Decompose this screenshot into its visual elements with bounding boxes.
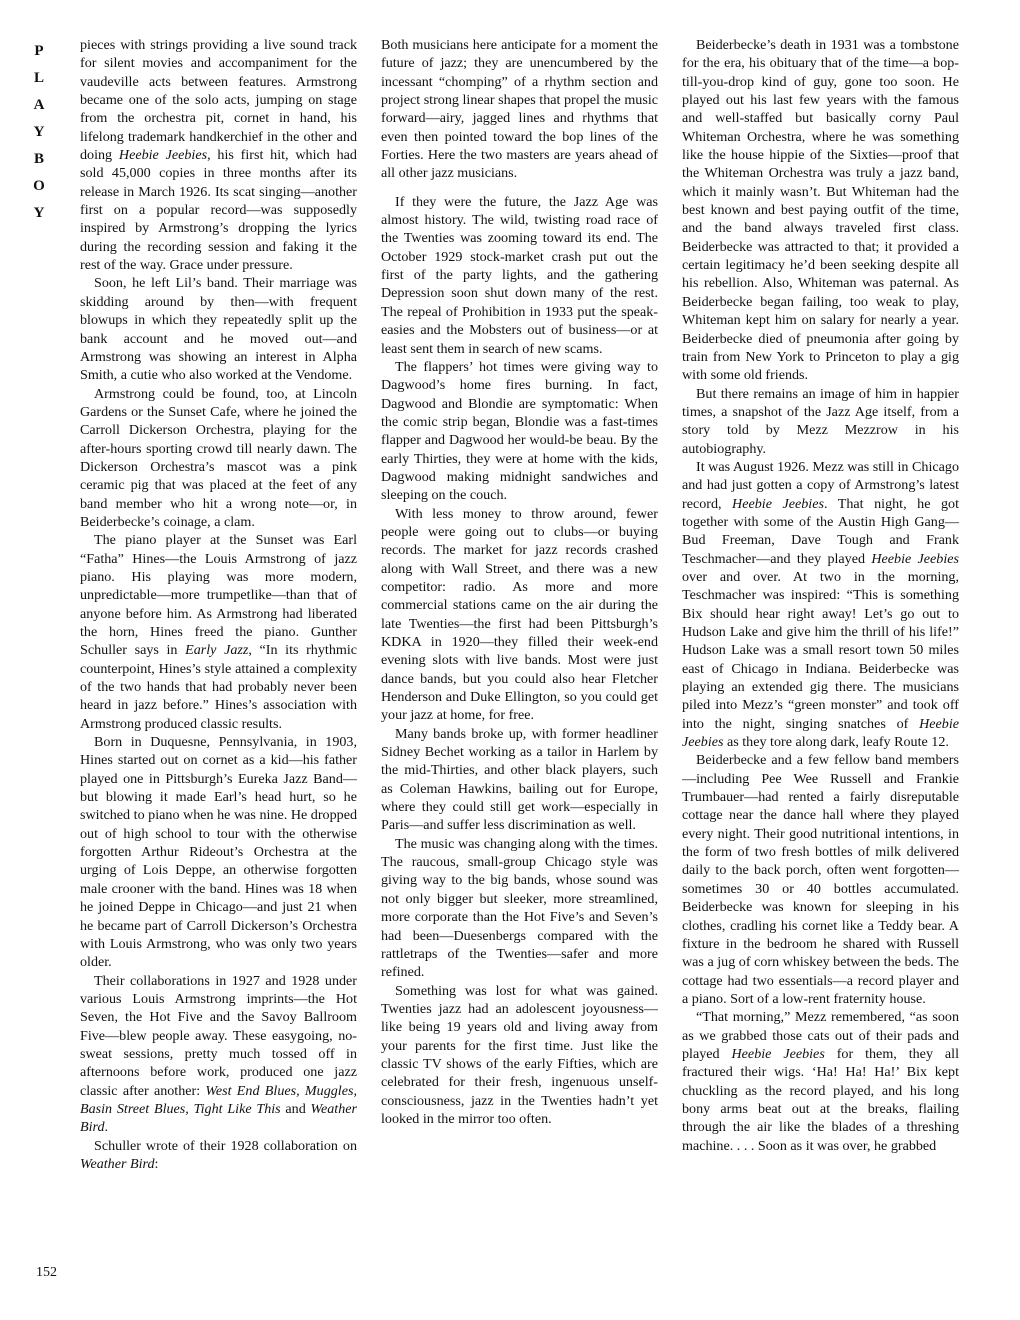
block-quote: Both musicians here anticipate for a moment the future of jazz; they are unencumbered by the incessant “chomping” of a rhythm section and project strong linear shapes that propel the music forward—airy, jagged lines and rhythms that even then pointed toward the bop lines of the Forties. Here the two masters are years ahead of all other jazz musicians. xyxy=(381,37,658,182)
article-body xyxy=(80,36,960,1173)
article-paragraph: Soon, he left Lil’s band. Their marriage was skidding around by then—with frequent blowups in which they repeatedly split up the bank account and he moved out—and Armstrong was showing an interest in Alpha Smith, a cutie who also worked at the Vendome. xyxy=(80,275,357,384)
page-number: 152 xyxy=(36,1265,57,1280)
article-paragraph: Armstrong could be found, too, at Lincoln Gardens or the Sunset Cafe, where he joined the Carroll Dickerson Orchestra, playing for the after-hours sporting crowd till nearly dawn. The Dickerson Orchestra’s mascot was a pink ceramic pig that was placed at the feet of any band member who hit a wrong note—or, in Beiderbecke’s coinage, a clam. xyxy=(80,385,357,530)
article-paragraph: With less money to throw around, fewer people were going out to clubs—or buying records. The market for jazz records crashed along with Wall Street, and there was a new competitor: radio. As more and more commercial stations came on the air during the late Twenties—the first had been Pittsburgh’s KDKA in 1920—they filled their week-end evening slots with live bands. Most were just dance bands, but you could also hear Fletcher Henderson and Duke Ellington, so you could get your jazz at home, for free. xyxy=(381,505,658,724)
article-paragraph: “That morning,” Mezz remembered, “as soon as we grabbed those cats out of their pads and played Heebie Jeebies for them, they all fractured their wigs. ‘Ha! Ha! Ha!’ Bix kept chuckling as the record played, and his long bony arms beat out at the breaks, flailing through the air like the blades of a threshing machine. . . . Soon as it was over, he grabbed xyxy=(682,1009,959,1154)
column-2 xyxy=(381,36,658,1173)
article-paragraph: But there remains an image of him in happier times, a snapshot of the Jazz Age itself, from a story told by Mezz Mezzrow in his autobiography. xyxy=(682,385,959,457)
article-paragraph: The music was changing along with the times. The raucous, small-group Chicago style was giving way to the big bands, whose sound was not only bigger but sleeker, more streamlined, more corporate than the Hot Five’s and Seven’s had been—Duesenbergs compared with the rattletraps of the Twenties—safer and more refined. xyxy=(381,835,658,981)
magazine-name-letter: O xyxy=(33,178,45,194)
magazine-name-vertical xyxy=(30,38,48,227)
magazine-name-letter: P xyxy=(34,43,44,59)
magazine-name-letter: Y xyxy=(33,124,45,140)
magazine-name-letter: B xyxy=(33,151,44,167)
article-paragraph: The flappers’ hot times were giving way to Dagwood’s home fires burning. In fact, Dagwood and Blondie are symptomatic: When the comic strip began, Blondie was a fast-times flapper and Dagwood her would-be beau. By the early Thirties, they were at home with the kids, Dagwood making midnight sandwiches and sleeping on the couch. xyxy=(381,358,658,504)
magazine-name-letter: A xyxy=(33,97,45,113)
article-paragraph: Beiderbecke’s death in 1931 was a tombstone for the era, his obituary that of the time—a bop-till-you-drop kind of guy, gone too soon. He played out his last few years with the famous and well-staffed but basically corny Paul Whiteman Orchestra, where he was something like the house hippie of the Sixties—proof that the Whiteman Orchestra was truly a jazz band, which it mainly wasn’t. But Whiteman had the best known and best paying outfit of the time, and the band always traveled first class. Beiderbecke was attracted to that; it provided a certain legitimacy he’d been seeking despite all his rebellion. Also, Whiteman was paternal. As Beiderbecke began failing, too weak to play, Whiteman kept him on salary for nearly a year. Beiderbecke died of pneumonia after going by train from New York to Princeton to play a gig with some old friends. xyxy=(682,37,959,384)
article-paragraph: Their collaborations in 1927 and 1928 under various Louis Armstrong imprints—the Hot Seven, the Hot Five and the Savoy Ballroom Five—blew people away. These easygoing, no-sweat sessions, pretty much tossed off in afternoons before work, produced one jazz classic after another: West End Blues, Muggles, Basin Street Blues, Tight Like This and Weather Bird. xyxy=(80,972,357,1136)
magazine-name-letter: L xyxy=(33,70,44,86)
article-paragraph: Something was lost for what was gained. Twenties jazz had an adolescent joyousness—like being 19 years old and living away from your parents for the first time. Just like the classic TV shows of the early Fifties, which are celebrated for their fresh, ingenuous unself-consciousness, jazz in the Twenties hadn’t yet looked in the mirror too often. xyxy=(381,982,658,1127)
article-paragraph: Many bands broke up, with former headliner Sidney Bechet working as a tailor in Harlem by the mid-Thirties, and other black players, such as Coleman Hawkins, bailing out for Europe, where they could still get work—especially in Paris—and suffer less discrimination as well. xyxy=(381,725,658,834)
article-paragraph: The piano player at the Sunset was Earl “Fatha” Hines—the Louis Armstrong of jazz piano. His playing was more modern, unpredictable—more trumpetlike—than that of anyone before him. As Armstrong had liberated the horn, Hines freed the piano. Gunther Schuller says in Early Jazz, “In its rhythmic counterpoint, Hines’s style attained a complexity of the two hands that had probably never been heard in jazz before.” Hines’s association with Armstrong produced classic results. xyxy=(80,532,357,732)
magazine-name-letter: Y xyxy=(33,205,45,221)
article-paragraph: If they were the future, the Jazz Age was almost history. The wild, twisting road race of the Twenties was zooming toward its end. The October 1929 stock-market crash put out the first of the party lights, and the gathering Depression soon shut down many of the rest. The repeal of Prohibition in 1933 put the speak-easies and the Mobsters out of business—or at least sent them in search of new scams. xyxy=(381,193,658,357)
article-paragraph: pieces with strings providing a live sound track for silent movies and accompaniment for the vaudeville acts between features. Armstrong became one of the solo acts, jumping on stage from the orchestra pit, cornet in hand, his lifelong trademark handkerchief in the other and doing Heebie Jeebies, his first hit, which had sold 45,000 copies in three months after its release in March 1926. Its scat singing—another first on a popular record—was supposedly inspired by Armstrong’s dropping the lyrics during the recording session and faking it the rest of the way. Grace under pressure. xyxy=(80,37,357,274)
column-1 xyxy=(80,36,357,1173)
column-3 xyxy=(682,36,959,1173)
article-paragraph: Beiderbecke and a few fellow band members—including Pee Wee Russell and Frankie Trumbauer—had rented a fairly disreputable cottage near the dance hall where they played every night. Their good nutritional intentions, in the form of two fresh bottles of milk delivered daily to the back porch, often went forgotten—sometimes 30 or 40 bottles accumulated. Beiderbecke was known for sleeping in his clothes, cradling his cornet like a Teddy bear. A fixture in the bedroom he shared with Russell was a jug of corn whiskey between the beds. The cottage had two essentials—a record player and a piano. Sort of a low-rent fraternity house. xyxy=(682,752,959,1007)
article-paragraph: It was August 1926. Mezz was still in Chicago and had just gotten a copy of Armstrong’s latest record, Heebie Jeebies. That night, he got together with some of the Austin High Gang—Bud Freeman, Dave Tough and Frank Teschmacher—and they played Heebie Jeebies over and over. At two in the morning, Teschmacher was inspired: “This is something Bix should hear right away! Let’s go out to Hudson Lake and give him the thrill of his life!” Hudson Lake was a small resort town 50 miles east of Chicago in Indiana. Beiderbecke was playing an extended gig there. The musicians piled into Mezz’s “green monster” and took off into the night, singing snatches of Heebie Jeebies as they tore along dark, leafy Route 12. xyxy=(682,458,960,751)
article-paragraph: Schuller wrote of their 1928 collaboration on Weather Bird: xyxy=(80,1137,357,1172)
article-paragraph: Born in Duquesne, Pennsylvania, in 1903, Hines started out on cornet as a kid—his father played one in Pittsburgh’s Eureka Jazz Band—but blowing it made Earl’s head hurt, so he switched to piano when he was nine. He dropped out of high school to tour with the otherwise forgotten Arthur Rideout’s Orchestra at the urging of Lois Deppe, an otherwise forgotten male crooner with the band. Hines was 18 when he joined Deppe in Chicago—and just 21 when he became part of Carroll Dickerson’s Orchestra with Louis Armstrong, who was only two years older. xyxy=(80,734,357,971)
